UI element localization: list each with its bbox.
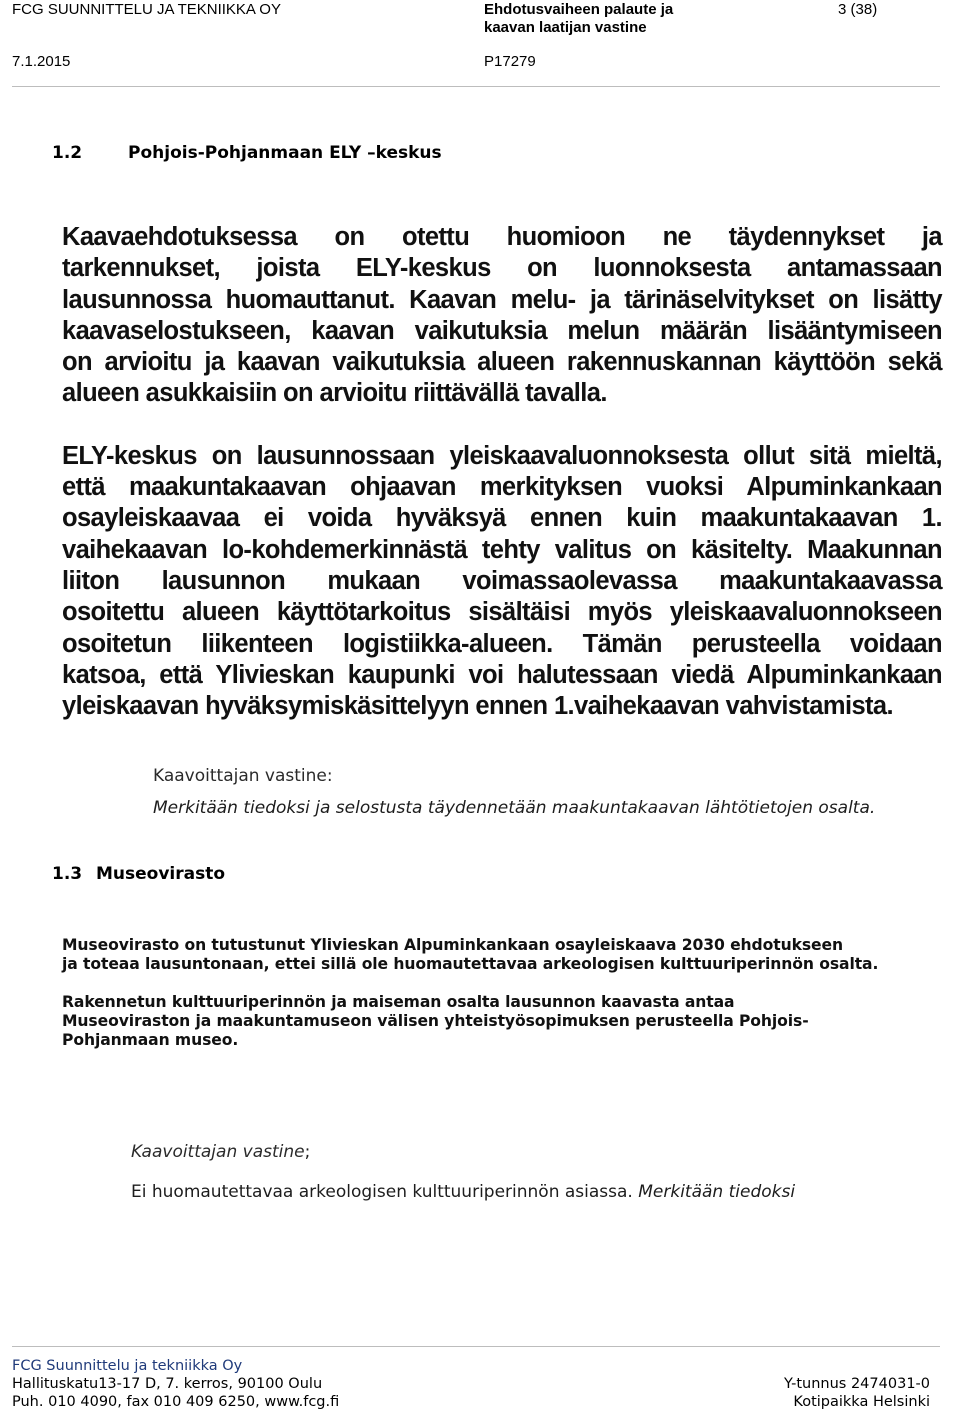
- text-line: yleiskaavan hyväksymiskäsittelyyn ennen 1.vaihekaavan vahvistamista.: [62, 692, 893, 721]
- text-line: Pohjanmaan museo.: [62, 1031, 239, 1049]
- ely-response-text: Merkitään tiedoksi ja selostusta täydennetään maakuntakaavan lähtötietojen osalta.: [153, 798, 876, 818]
- header-divider: [12, 86, 940, 87]
- text-line: Kaavaehdotuksessa on otettu huomioon ne täydennykset ja: [62, 223, 942, 251]
- header-page-number: 3 (38): [838, 1, 878, 18]
- museovirasto-response-label: [131, 1142, 310, 1162]
- text-line: osoitetun liikenteen logistiikka-alueen. Tämän perusteella voidaan: [62, 629, 942, 658]
- ely-statement-paragraph: [62, 441, 942, 723]
- response-text-regular: Ei huomautettavaa arkeologisen kulttuuriperinnön asiassa.: [131, 1182, 633, 1202]
- section-title: Pohjois-Pohjanmaan ELY –keskus: [128, 143, 442, 163]
- header-doc-title-line2: kaavan laatijan vastine: [484, 19, 647, 36]
- footer-address: Hallituskatu13-17 D, 7. kerros, 90100 Oulu: [12, 1376, 323, 1392]
- text-line: on arvioitu ja kaavan vaikutuksia alueen rakennuskannan käyttöön sekä: [62, 348, 942, 377]
- header-project-number: P17279: [484, 53, 536, 70]
- footer-business-id: Y-tunnus 2474031-0: [783, 1376, 930, 1392]
- text-line: vaihekaavan lo-kohdemerkinnästä tehty valitus on käsitelty. Maakunnan: [62, 535, 942, 564]
- response-text-italic: Merkitään tiedoksi: [638, 1182, 796, 1202]
- text-line: lausunnossa huomauttanut. Kaavan melu- ja tärinäselvitykset on lisätty: [62, 285, 942, 314]
- museovirasto-response-text: [131, 1182, 795, 1202]
- text-line: osoitettu alueen käyttötarkoitus sisältäisi myös yleiskaavaluonnokseen: [62, 598, 942, 627]
- section-title: Museovirasto: [96, 864, 226, 884]
- text-line: ja toteaa lausuntonaan, ettei sillä ole huomautettavaa arkeologisen kulttuuriperinnön osalta.: [62, 955, 879, 973]
- text-line: Museoviraston ja maakuntamuseon välisen yhteistyösopimuksen perusteella Pohjois-: [62, 1012, 809, 1030]
- text-line: Museovirasto on tutustunut Ylivieskan Alpuminkankaan osayleiskaava 2030 ehdotukseen: [62, 936, 843, 954]
- text-line: osayleiskaavaa ei voida hyväksyä ennen kuin maakuntakaavan 1.: [62, 504, 942, 533]
- section-heading-museovirasto: [52, 864, 225, 884]
- footer-domicile: Kotipaikka Helsinki: [793, 1394, 930, 1410]
- footer-company: FCG Suunnittelu ja tekniikka Oy: [12, 1358, 243, 1374]
- text-line: että maakuntakaavan ohjaavan merkityksen vuoksi Alpuminkankaan: [62, 473, 942, 502]
- museovirasto-statement-paragraph: [62, 936, 960, 974]
- footer-contact: Puh. 010 4090, fax 010 409 6250, www.fcg.fi: [12, 1394, 340, 1410]
- header-doc-title-line1: Ehdotusvaiheen palaute ja: [484, 1, 674, 18]
- ely-statement-paragraph: [62, 222, 942, 410]
- text-line: tarkennukset, joista ELY-keskus on luonnoksesta antamassaan: [62, 254, 942, 283]
- text-line: Rakennetun kulttuuriperinnön ja maiseman osalta lausunnon kaavasta antaa: [62, 993, 735, 1011]
- ely-response-label: Kaavoittajan vastine:: [153, 766, 333, 786]
- response-label-suffix: ;: [304, 1142, 311, 1162]
- section-number: 1.2: [52, 143, 83, 163]
- header-date: 7.1.2015: [12, 53, 71, 70]
- response-label-text: Kaavoittajan vastine: [131, 1142, 305, 1162]
- footer-divider: [12, 1346, 940, 1347]
- text-line: ELY-keskus on lausunnossaan yleiskaavaluonnoksesta ollut sitä mieltä,: [62, 441, 942, 470]
- header-company: FCG SUUNNITTELU JA TEKNIIKKA OY: [12, 1, 281, 18]
- ely-statement-scan: [62, 222, 942, 722]
- text-line: liiton lausunnon mukaan voimassaolevassa maakuntakaavassa: [62, 566, 942, 595]
- text-line: kaavaselostukseen, kaavan vaikutuksia melun määrän lisääntymiseen: [62, 316, 942, 345]
- section-heading-ely: [52, 143, 442, 163]
- text-line: katsoa, että Ylivieskan kaupunki voi halutessaan viedä Alpuminkankaan: [62, 660, 942, 689]
- museovirasto-statement-paragraph: [62, 993, 960, 1050]
- section-number: 1.3: [52, 864, 83, 884]
- text-line: alueen asukkaisiin on arvioitu riittävällä tavalla.: [62, 379, 607, 408]
- museovirasto-statement-scan: [62, 936, 960, 1050]
